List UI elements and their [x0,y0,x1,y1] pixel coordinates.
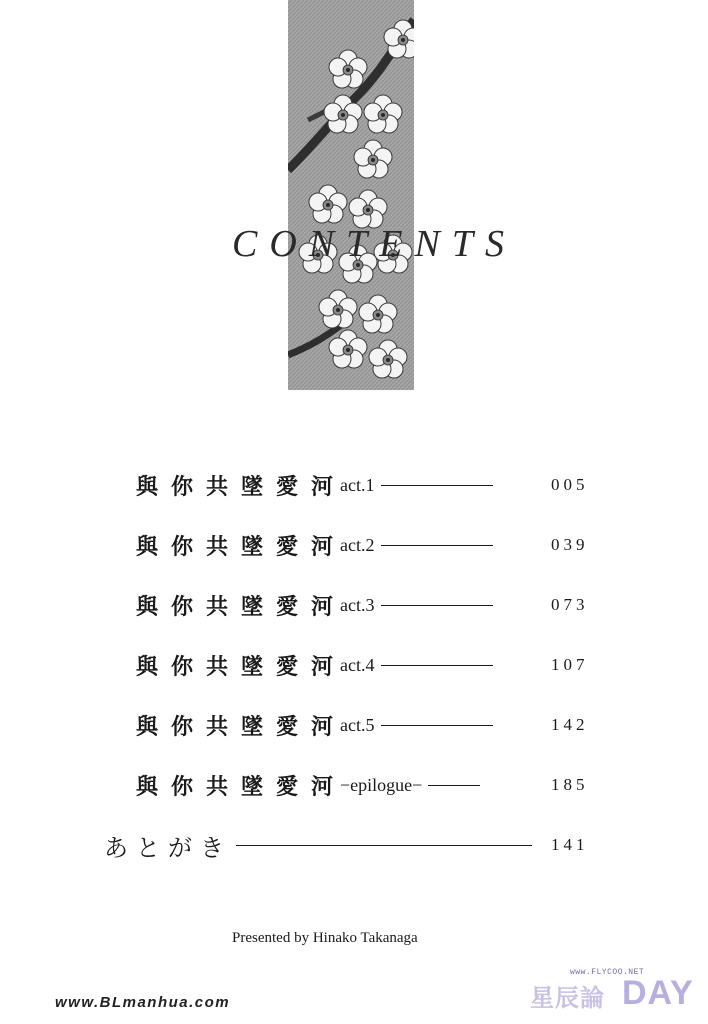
toc-entry-page: 005 [551,475,589,494]
toc-leader-line [381,665,493,666]
toc-leader-line [381,545,493,546]
toc-entry-title: 與你共墜愛河 [136,713,347,740]
toc-entry-page: 039 [551,535,589,554]
toc-leader-line [381,485,493,486]
toc-entry-page: 107 [551,655,589,674]
toc-entry-title: 與你共墜愛河 [136,653,347,680]
author-credit: Presented by Hinako Takanaga [232,930,418,946]
toc-row-act-2 [136,528,499,562]
toc-entry-act: act.2 [340,534,375,555]
toc-leader-line [381,725,493,726]
toc-afterword-title: あとがき [104,833,232,862]
group-watermark-cn: 星辰論 [530,984,605,1012]
group-watermark-logo [530,962,700,1014]
toc-leader-line [381,605,493,606]
toc-row-act-5 [136,708,499,742]
toc-row-act-1 [136,468,499,502]
toc-entry-act: act.3 [340,594,375,615]
toc-row-afterword [104,828,538,862]
toc-entry-page: 185 [551,775,589,794]
group-watermark-url: www.FLYCOO.NET [570,968,645,977]
site-watermark: www.BLmanhua.com [55,994,231,1011]
toc-entry-act: act.4 [340,654,375,675]
toc-entry-act: act.1 [340,474,375,495]
toc-entry-page: 073 [551,595,589,614]
toc-leader-line [236,845,532,846]
toc-entry-title: 與你共墜愛河 [136,533,347,560]
toc-afterword-page: 141 [551,835,589,854]
toc-entry-page: 142 [551,715,589,734]
toc-entry-act: −epilogue− [340,774,423,795]
toc-row-act-4 [136,648,499,682]
group-watermark-day: DAY [622,974,694,1012]
toc-row-act-3 [136,588,499,622]
toc-leader-line [428,785,480,786]
toc-row-epilogue [136,768,486,802]
toc-entry-title: 與你共墜愛河 [136,473,347,500]
toc-entry-act: act.5 [340,714,375,735]
toc-entry-title: 與你共墜愛河 [136,593,347,620]
page-title: CONTENTS [232,223,516,265]
toc-entry-title: 與你共墜愛河 [136,773,347,800]
